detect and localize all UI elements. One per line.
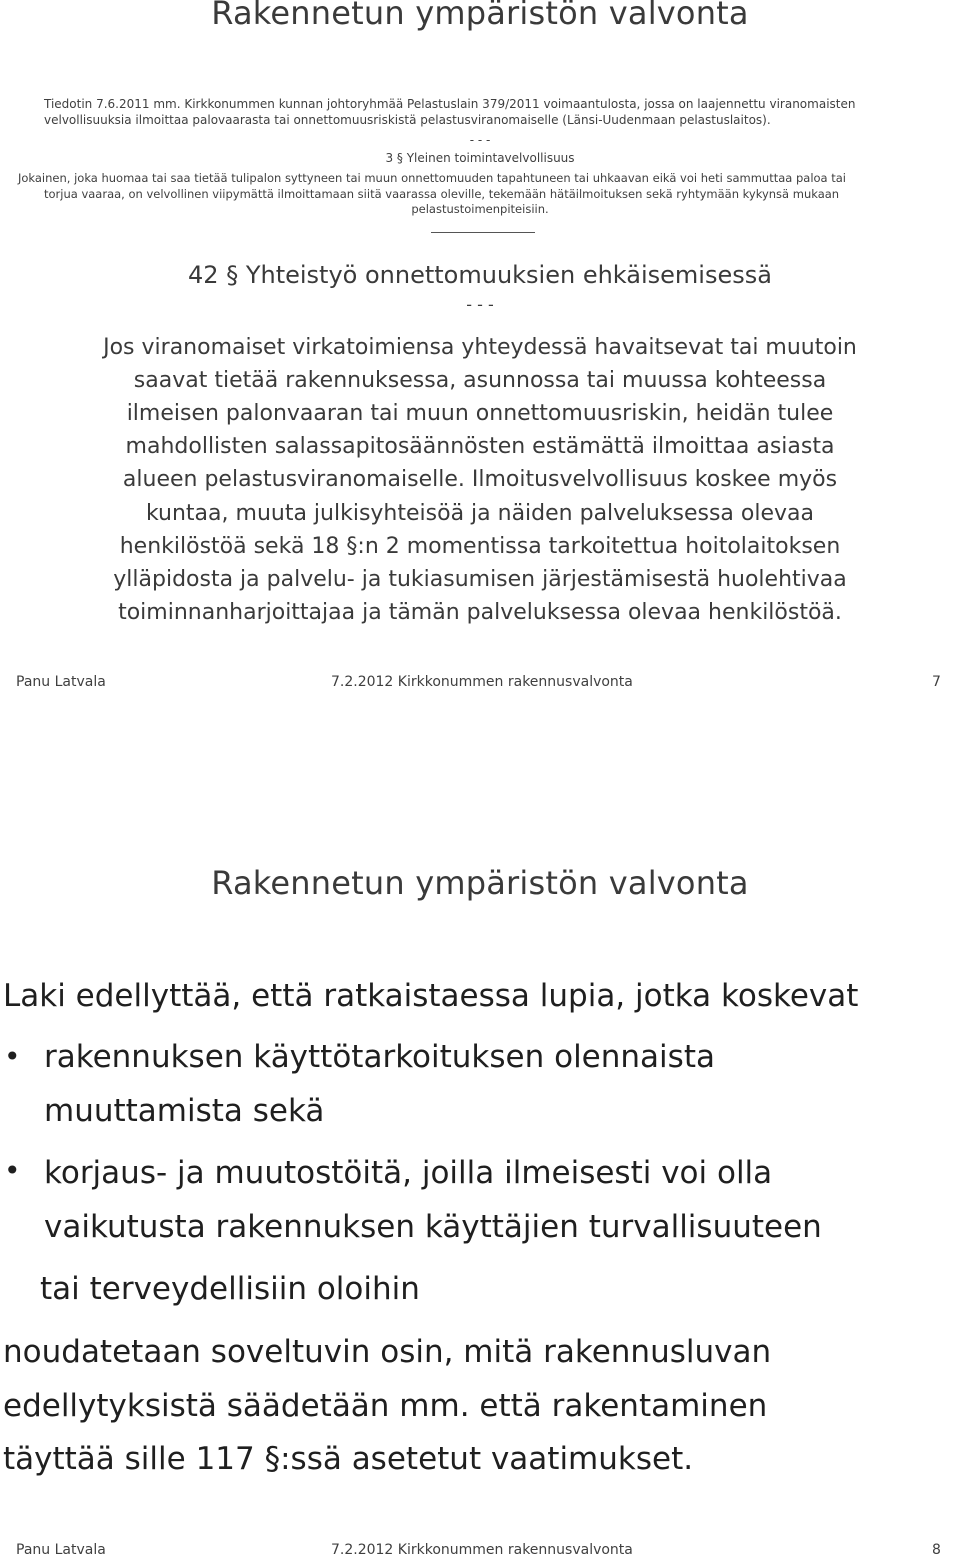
page-number: 7	[932, 674, 941, 690]
bullet-2-line-2: vaikutusta rakennuksen käyttäjien turvallisuuteen	[44, 1209, 822, 1245]
bullet-icon: •	[4, 1154, 21, 1187]
footer-date-org: 7.2.2012 Kirkkonummen rakennusvalvonta	[331, 674, 633, 690]
closing-line-1: noudatetaan soveltuvin osin, mitä rakennusluvan	[3, 1334, 772, 1370]
footer-date-org: 7.2.2012 Kirkkonummen rakennusvalvonta	[331, 1542, 633, 1558]
footer-author: Panu Latvala	[16, 674, 106, 690]
intro-line-1: Tiedotin 7.6.2011 mm. Kirkkonummen kunnan johtoryhmää Pelastuslain 379/2011 voimaantulosta, jossa on laajennettu viranomaisten	[44, 97, 856, 111]
body-line: toiminnanharjoittajaa ja tämän palveluksessa olevaa henkilöstöä.	[118, 600, 842, 625]
lead-text: Laki edellyttää, että ratkaistaessa lupia, jotka koskevat	[3, 978, 859, 1014]
bullet-1-line-2: muuttamista sekä	[44, 1093, 325, 1129]
closing-line-3: täyttää sille 117 §:ssä asetetut vaatimukset.	[3, 1441, 694, 1477]
bullet-2-line-1: korjaus- ja muutostöitä, joilla ilmeisesti voi olla	[44, 1155, 773, 1191]
body-line: Jos viranomaiset virkatoimiensa yhteydessä havaitsevat tai muutoin	[103, 335, 857, 360]
slide-8	[0, 850, 960, 1559]
body-line: henkilöstöä sekä 18 §:n 2 momentissa tarkoitettua hoitolaitoksen	[119, 534, 841, 559]
slide-7	[0, 0, 960, 700]
separator-dashes: - - -	[469, 133, 491, 147]
bullet-1-line-1: rakennuksen käyttötarkoituksen olennaista	[44, 1039, 715, 1075]
body-line: saavat tietää rakennuksessa, asunnossa tai muussa kohteessa	[133, 368, 827, 393]
body-line: alueen pelastusviranomaiselle. Ilmoitusvelvollisuus koskee myös	[122, 467, 838, 492]
slide-title: Rakennetun ympäristön valvonta	[211, 0, 749, 32]
footnote-divider	[431, 232, 535, 233]
section-3-line-1: Jokainen, joka huomaa tai saa tietää tulipalon syttyneen tai muun onnettomuuden tapahtuneen tai uhkaavan eikä voi heti sammuttaa paloa tai	[18, 171, 846, 185]
intro-line-2: velvollisuuksia ilmoittaa palovaarasta tai onnettomuusriskistä pelastusviranomaiselle (Länsi-Uudenmaan pelastuslaitos).	[44, 113, 771, 127]
separator-dashes: - - -	[466, 295, 494, 314]
bullet-icon: •	[4, 1040, 21, 1073]
page-number: 8	[932, 1542, 941, 1558]
closing-line-2: edellytyksistä säädetään mm. että rakentaminen	[3, 1388, 768, 1424]
slide-title: Rakennetun ympäristön valvonta	[211, 864, 749, 902]
section-42-heading: 42 § Yhteistyö onnettomuuksien ehkäisemisessä	[188, 261, 772, 289]
body-line: kuntaa, muuta julkisyhteisöä ja näiden palveluksessa olevaa	[145, 501, 814, 526]
body-line: ilmeisen palonvaaran tai muun onnettomuusriskin, heidän tulee	[126, 401, 834, 426]
body-line: ylläpidosta ja palvelu- ja tukiasumisen järjestämisestä huolehtivaa	[113, 567, 847, 592]
body-line: mahdollisten salassapitosäännösten estämättä ilmoittaa asiasta	[125, 434, 835, 459]
bullet-2-line-3: tai terveydellisiin oloihin	[40, 1271, 420, 1307]
section-3-heading: 3 § Yleinen toimintavelvollisuus	[385, 151, 575, 165]
section-3-line-3: pelastustoimenpiteisiin.	[411, 202, 549, 216]
section-3-line-2: torjua vaaraa, on velvollinen viipymättä ilmoittamaan siitä vaarassa oleville, tekemään hätäilmoituksen sekä ryhtymään kykynsä mukaan	[44, 187, 840, 201]
footer-author: Panu Latvala	[16, 1542, 106, 1558]
